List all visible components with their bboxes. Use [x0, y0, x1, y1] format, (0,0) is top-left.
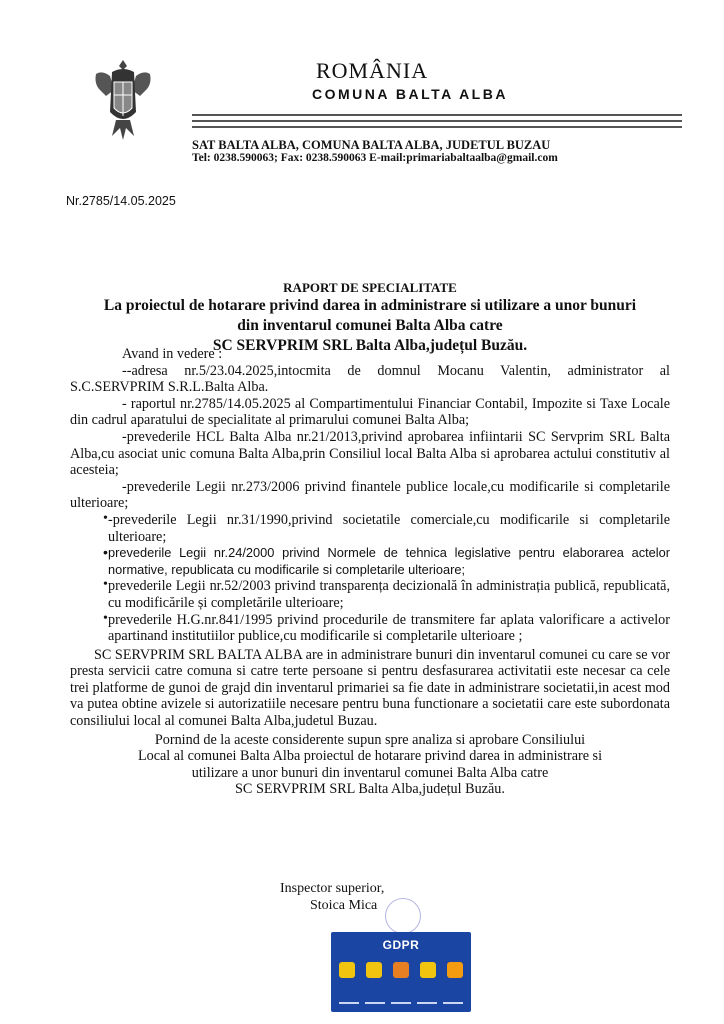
header-country: ROMÂNIA — [316, 58, 429, 83]
intro-line: Avand in vedere : — [122, 346, 223, 362]
header-divider — [192, 126, 682, 128]
lock-icon — [420, 962, 436, 978]
header-address: SAT BALTA ALBA, COMUNA BALTA ALBA, JUDETUL BUZAU — [192, 138, 551, 152]
paragraph-hcl: -prevederile HCL Balta Alba nr.21/2013,privind aprobarea infiintarii SC Servprim SRL Balta Alba,cu asociat unic comuna Balta Alba,prin Consiliul local Balta Alba si aprobarea actului constitutiv al acesteia; — [70, 428, 670, 479]
title-line-3: din inventarul comunei Balta Alba catre — [237, 317, 503, 334]
header-contact: Tel: 0238.590063; Fax: 0238.590063 E-mail:primariabaltaalba@gmail.com — [192, 152, 558, 164]
list-item: • prevederile H.G.nr.841/1995 privind procedurile de transmitere far aplata valorificare a activelor apartinand institutiilor publice,cu modificarile si completarile ulterioare ; — [70, 612, 670, 645]
document-title — [70, 280, 670, 356]
conclusion-line: SC SERVPRIM SRL Balta Alba,județul Buzău. — [235, 781, 505, 798]
signature-role: Inspector superior, — [280, 881, 385, 896]
document-body — [70, 346, 670, 798]
coat-of-arms-icon — [92, 56, 154, 144]
gdpr-label: GDPR — [382, 938, 420, 952]
key-icon — [447, 962, 463, 978]
list-item: • prevederile Legii nr.52/2003 privind transparența decizională în administrația publică, republicată, cu modificările și completările ulterioare; — [70, 578, 670, 611]
signature-name: Stoica Mica — [310, 898, 378, 913]
gdpr-badge — [331, 932, 471, 1012]
document-icon — [366, 962, 382, 978]
header-divider — [192, 120, 682, 122]
paragraph-raport: - raportul nr.2785/14.05.2025 al Compartimentului Financiar Contabil, Impozite si Taxe Locale din cadrul aparatului de specialitate al primarului comunei Balta Alba; — [70, 395, 670, 429]
list-item: • -prevederile Legii nr.31/1990,privind societatile comerciale,cu modificarile si completarile ulterioare; — [70, 512, 670, 545]
paragraph-servprim: SC SERVPRIM SRL BALTA ALBA are in administrare bunuri din inventarul comunei cu care se vor presta servicii catre comuna si catre terte persoane si pentru desfasurarea activitatii este necesar ca cele trei platforme de gunoi de grajd din inventarul primariei sa fie date in administrare societatii,in acest mod va putea obtine avizele si autorizatiile necesare pentru buna functionare a societatii care este subordonata consiliului local al comunei Balta Alba,judetul Buzau. — [70, 646, 670, 730]
conclusion-line: Local al comunei Balta Alba proiectul de hotarare privind darea in administrare si — [137, 748, 603, 765]
header-commune: COMUNA BALTA ALBA — [312, 86, 508, 102]
paragraph-adresa: --adresa nr.5/23.04.2025,intocmita de domnul Mocanu Valentin, administrator al S.C.SERVPRIM S.R.L.Balta Alba. — [70, 362, 670, 396]
stamp-mark — [385, 898, 421, 934]
signature-block — [280, 880, 384, 914]
title-line-2: La proiectul de hotarare privind darea in administrare si utilizare a unor bunuri — [103, 297, 637, 314]
conclusion-line: utilizare a unor bunuri din inventarul comunei Balta Alba catre — [191, 764, 549, 781]
user-icon — [339, 962, 355, 978]
registration-number: Nr.2785/14.05.2025 — [66, 194, 176, 208]
title-line-1: RAPORT DE SPECIALITATE — [283, 280, 457, 295]
clock-icon — [393, 962, 409, 978]
conclusion-line: Pornind de la aceste considerente supun spre analiza si aprobare Consiliului — [154, 731, 586, 748]
paragraph-legea-273: -prevederile Legii nr.273/2006 privind finantele publice locale,cu modificarile si completarile ulterioare; — [70, 478, 670, 512]
header-divider — [192, 114, 682, 116]
list-item: • prevederile Legii nr.24/2000 privind Normele de tehnica legislative pentru elaborarea actelor normative, republicata cu modificarile si completarile ulterioare; — [70, 545, 670, 578]
title-line-4: SC SERVPRIM SRL Balta Alba,județul Buzău. — [212, 337, 528, 354]
